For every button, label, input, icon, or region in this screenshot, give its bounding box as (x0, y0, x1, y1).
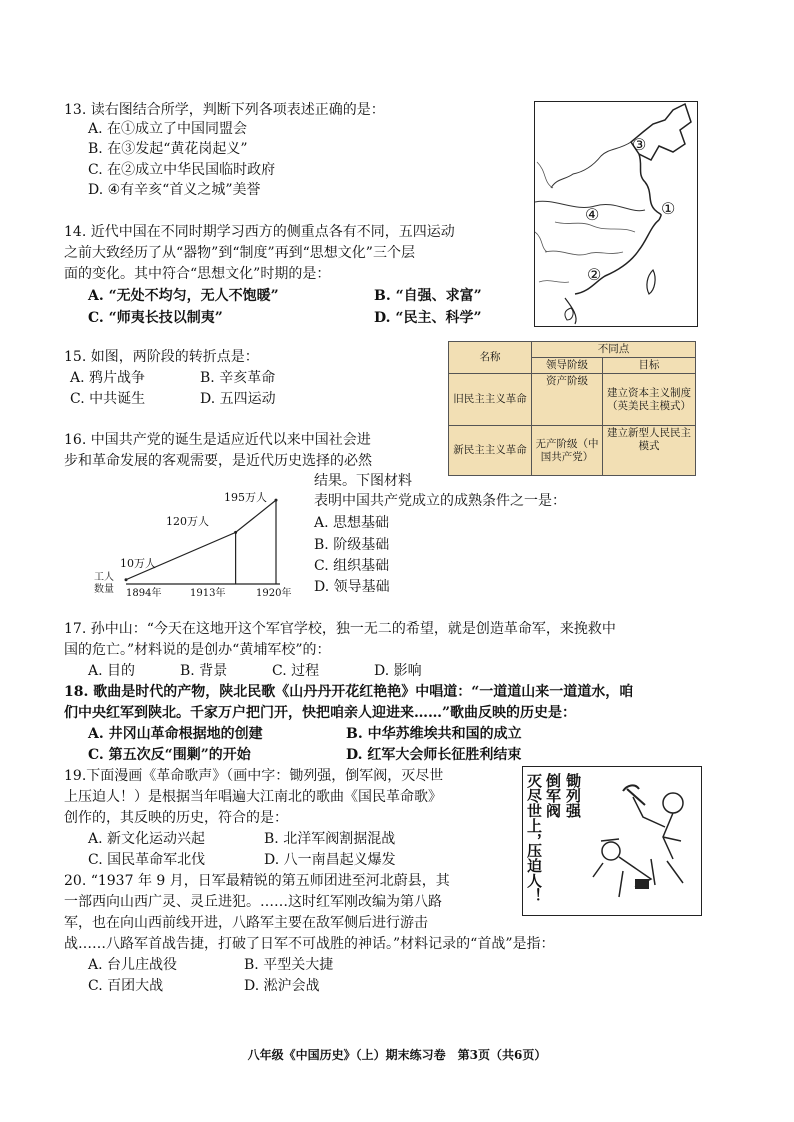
q13-option-a: A. 在①成立了中国同盟会 (88, 121, 248, 137)
q13-stem: 13. 读右图结合所学，判断下列各项表述正确的是： (64, 102, 385, 118)
q18-stem-line-2: 们中央红军到陕北。千家万户把门开，快把咱亲人迎进来……”歌曲反映的历史是： (64, 705, 577, 721)
q13-option-d: D. ④有辛亥“首义之城”美誉 (88, 182, 261, 198)
q14-option-b: B. “自强、求富” (374, 288, 482, 304)
q20-option-c: C. 百团大战 (88, 978, 164, 994)
map-marker-2: ② (587, 265, 602, 284)
table-header-diff: 不同点 (532, 342, 696, 358)
chart-value-label-1913: 120万人 (166, 515, 209, 528)
q18-option-c: C. 第五次反“围剿”的开始 (88, 747, 251, 763)
q14-option-a: A. “无处不均匀，无人不饱暖” (88, 288, 279, 304)
chart-point-1913年 (234, 531, 237, 534)
q18-stem-line-1: 18. 歌曲是时代的产物，陕北民歌《山丹丹开花红艳艳》中唱道：“一道道山来一道道水，咱 (64, 684, 634, 700)
table-subheader-goal: 目标 (603, 358, 696, 374)
worker-count-chart (86, 484, 292, 604)
q19-option-b: B. 北洋军阀割据混战 (264, 831, 396, 847)
q16-stem-line-4: 表明中国共产党成立的成熟条件之一是： (314, 493, 566, 509)
q20-stem-line-1: 20. “1937 年 9 月，日军最精锐的第五师团进至河北蔚县，其 (64, 873, 450, 889)
q19-option-d: D. 八一南昌起义爆发 (264, 852, 396, 868)
q19-option-c: C. 国民革命军北伐 (88, 852, 206, 868)
q15-stem: 15. 如图，两阶段的转折点是： (64, 349, 259, 365)
chart-xlabel-1913: 1913年 (190, 588, 226, 599)
cartoon-figures-icon (523, 767, 701, 915)
q15-option-a: A. 鸦片战争 (70, 370, 146, 386)
q17-option-d: D. 影响 (374, 663, 422, 679)
q20-option-b: B. 平型关大捷 (244, 957, 334, 973)
q20-stem-line-2: 一部西向山西广灵、灵丘进犯。……这时红军刚改编为第八路 (64, 894, 442, 910)
q19-stem-line-3: 创作的，其反映的历史，符合的是： (64, 810, 288, 826)
chart-value-label-1894: 10万人 (120, 557, 156, 570)
q16-stem-line-2: 步和革命发展的客观需要，是近代历史选择的必然 (64, 453, 372, 469)
q16-option-a: A. 思想基础 (314, 515, 390, 531)
table-subheader-class: 领导阶级 (532, 358, 603, 374)
map-marker-1: ① (661, 199, 676, 218)
table-row2-name: 新民主主义革命 (449, 426, 532, 476)
chart-point-1920年 (275, 499, 278, 502)
q14-option-d: D. “民主、科学” (374, 310, 482, 326)
q20-option-a: A. 台儿庄战役 (88, 957, 178, 973)
q14-stem-line-1: 14. 近代中国在不同时期学习西方的侧重点各有不同，五四运动 (64, 224, 455, 240)
revolution-song-cartoon (522, 766, 702, 916)
q19-stem-line-2: 上压迫人！）是根据当年唱遍大江南北的歌曲《国民革命歌》 (64, 789, 442, 805)
cartoon-text-col-1: 锄列强 (564, 773, 582, 818)
q19-stem-line-1: 19.下面漫画《革命歌声》（画中字：锄列强，倒军阀，灭尽世 (64, 768, 444, 784)
q19-option-a: A. 新文化运动兴起 (88, 831, 206, 847)
chart-value-label-1920: 195万人 (224, 491, 267, 504)
q15-option-d: D. 五四运动 (200, 391, 276, 407)
q16-option-d: D. 领导基础 (314, 579, 390, 595)
table-row1-name: 旧民主主义革命 (449, 374, 532, 426)
q18-option-d: D. 红军大会师长征胜利结束 (346, 747, 522, 763)
q17-option-b: B. 背景 (180, 663, 228, 679)
q20-option-d: D. 淞沪会战 (244, 978, 320, 994)
q17-stem-line-2: 国的危亡。”材料说的是创办“黄埔军校”的： (64, 642, 331, 658)
cartoon-text-col-2: 倒军阀 (544, 773, 562, 818)
q16-option-b: B. 阶级基础 (314, 537, 390, 553)
map-marker-3: ③ (632, 135, 647, 154)
q15-option-c: C. 中共诞生 (70, 391, 146, 407)
q14-stem-line-2: 之前大致经历了从“器物”到“制度”再到“思想文化”三个层 (64, 245, 415, 261)
table-row1-class: 资产阶级 (532, 374, 603, 426)
table-row2-goal: 建立新型人民民主模式 (603, 426, 696, 476)
chart-ylabel-line-1: 工人 (94, 572, 114, 583)
q14-option-c: C. “师夷长技以制夷” (88, 310, 223, 326)
chart-point-1894年 (125, 578, 128, 581)
map-marker-4: ④ (585, 205, 600, 224)
chart-xlabel-1920: 1920年 (256, 588, 292, 599)
q18-option-a: A. 井冈山革命根据地的创建 (88, 726, 263, 742)
table-header-name: 名称 (449, 342, 532, 374)
q13-option-b: B. 在③发起“黄花岗起义” (88, 141, 248, 157)
q14-stem-line-3: 面的变化。其中符合“思想文化”时期的是： (64, 266, 331, 282)
q20-stem-line-4: 战……八路军首战告捷，打破了日军不可战胜的神话。”材料记录的“首战”是指： (64, 936, 555, 952)
q13-option-c: C. 在②成立中华民国临时政府 (88, 162, 276, 178)
q17-option-a: A. 目的 (88, 663, 136, 679)
table-row2-class: 无产阶级（中国共产党） (532, 426, 603, 476)
q20-stem-line-3: 军，也在向山西前线开进，八路军主要在敌军侧后进行游击 (64, 915, 428, 931)
q16-option-c: C. 组织基础 (314, 558, 390, 574)
q17-stem-line-1: 17. 孙中山：“今天在这地开这个军官学校，独一无二的希望，就是创造革命军，来挽救中 (64, 621, 616, 637)
cartoon-text-col-3: 灭尽世上， (525, 773, 543, 848)
q18-option-b: B. 中华苏维埃共和国的成立 (346, 726, 522, 742)
q15-option-b: B. 辛亥革命 (200, 370, 276, 386)
chart-ylabel-line-2: 数量 (94, 584, 114, 595)
table-row1-goal: 建立资本主义制度（英美民主模式） (603, 374, 696, 426)
q16-stem-line-1: 16. 中国共产党的诞生是适应近代以来中国社会进 (64, 432, 371, 448)
china-east-map (534, 101, 698, 327)
page-footer: 八年级《中国历史》（上）期末练习卷 第3页（共6页） (247, 1048, 547, 1062)
q17-option-c: C. 过程 (272, 663, 320, 679)
cartoon-text-col-4: 压迫人！ (525, 843, 543, 903)
q16-stem-line-3: 结果。下图材料 (314, 473, 412, 489)
revolution-comparison-table (448, 341, 696, 476)
chart-xlabel-1894: 1894年 (126, 588, 162, 599)
